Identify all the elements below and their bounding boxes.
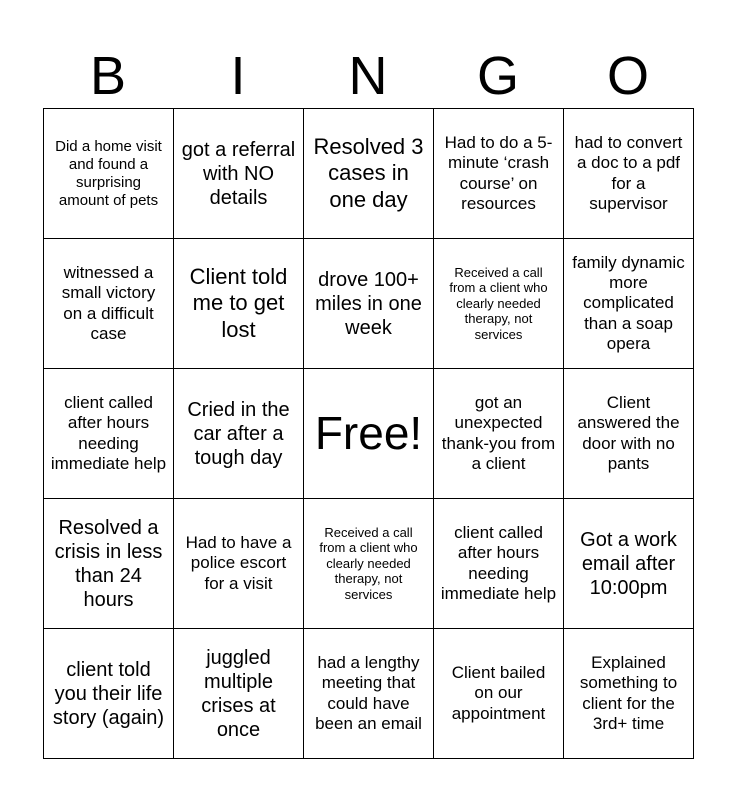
bingo-cell[interactable]: Resolved a crisis in less than 24 hours xyxy=(44,499,174,629)
header-letter-g: G xyxy=(476,46,519,106)
header-letter-n: N xyxy=(348,46,388,106)
bingo-cell[interactable]: Client told me to get lost xyxy=(174,239,304,369)
bingo-cell[interactable]: Had to have a police escort for a visit xyxy=(174,499,304,629)
header-letter-o: O xyxy=(606,46,649,106)
bingo-cell[interactable]: witnessed a small victory on a difficult case xyxy=(44,239,174,369)
bingo-cell[interactable]: got an unexpected thank-you from a client xyxy=(434,369,564,499)
bingo-cell[interactable]: Received a call from a client who clearly needed therapy, not services xyxy=(434,239,564,369)
bingo-cell[interactable]: Explained something to client for the 3rd+ time xyxy=(564,629,694,759)
bingo-cell[interactable]: Resolved 3 cases in one day xyxy=(304,109,434,239)
bingo-cell[interactable]: family dynamic more complicated than a soap opera xyxy=(564,239,694,369)
header-letter-i: I xyxy=(230,46,246,106)
bingo-cell[interactable]: client called after hours needing immediate help xyxy=(44,369,174,499)
bingo-cell[interactable]: juggled multiple crises at once xyxy=(174,629,304,759)
bingo-board xyxy=(43,108,694,759)
free-space-cell[interactable]: Free! xyxy=(304,369,434,499)
bingo-cell[interactable]: Client bailed on our appointment xyxy=(434,629,564,759)
bingo-cell[interactable]: Had to do a 5-minute ‘crash course’ on resources xyxy=(434,109,564,239)
bingo-cell[interactable]: Did a home visit and found a surprising amount of pets xyxy=(44,109,174,239)
bingo-cell[interactable]: had to convert a doc to a pdf for a supervisor xyxy=(564,109,694,239)
bingo-cell[interactable]: client told you their life story (again) xyxy=(44,629,174,759)
bingo-cell[interactable]: Cried in the car after a tough day xyxy=(174,369,304,499)
bingo-cell[interactable]: Got a work email after 10:00pm xyxy=(564,499,694,629)
bingo-cell[interactable]: Client answered the door with no pants xyxy=(564,369,694,499)
header-letter-b: B xyxy=(89,46,127,106)
bingo-cell[interactable]: had a lengthy meeting that could have been an email xyxy=(304,629,434,759)
bingo-cell[interactable]: got a referral with NO details xyxy=(174,109,304,239)
bingo-header xyxy=(43,46,693,106)
bingo-cell[interactable]: Received a call from a client who clearly needed therapy, not services xyxy=(304,499,434,629)
bingo-cell[interactable]: client called after hours needing immediate help xyxy=(434,499,564,629)
bingo-cell[interactable]: drove 100+ miles in one week xyxy=(304,239,434,369)
